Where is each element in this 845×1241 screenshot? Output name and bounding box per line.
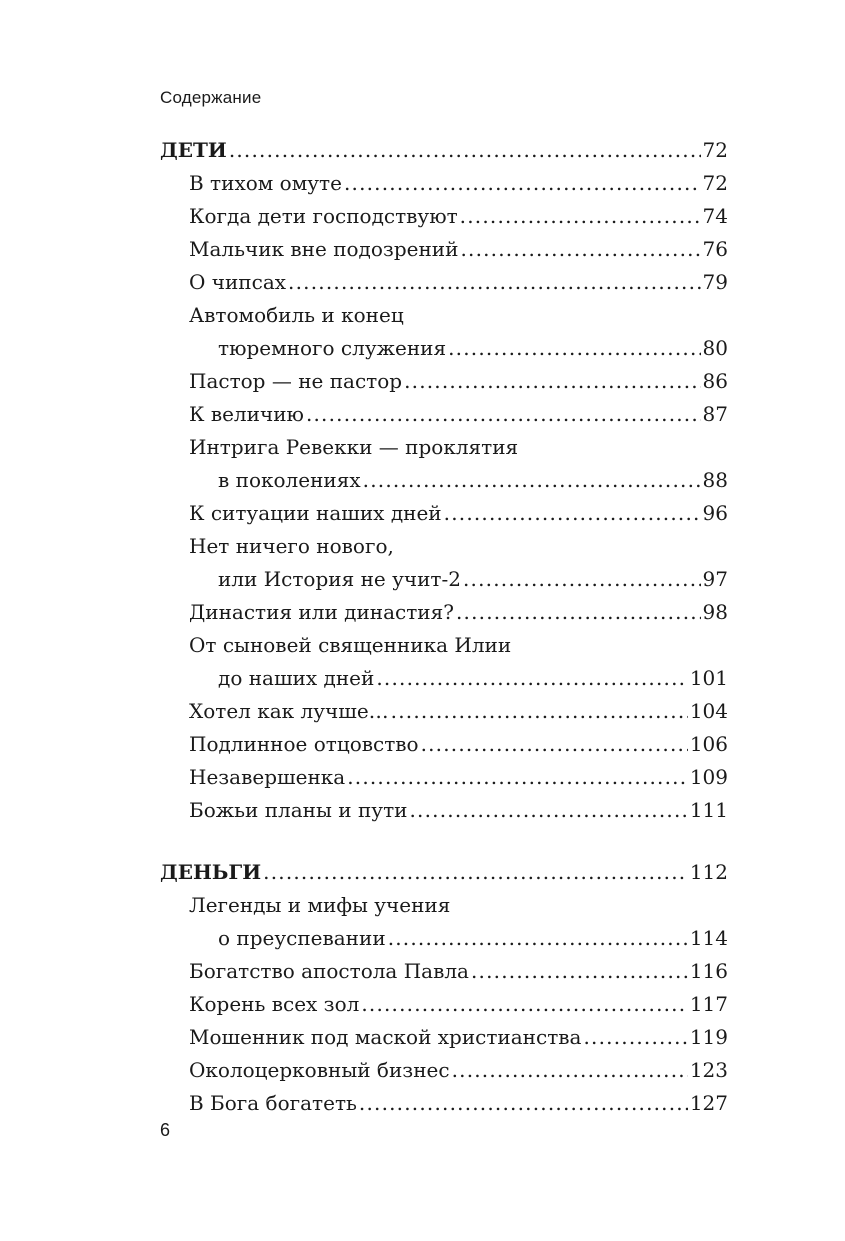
- dot-leader: [471, 955, 688, 988]
- toc-section-header[interactable]: [160, 134, 728, 167]
- toc-entry[interactable]: [160, 988, 728, 1021]
- dot-leader: [404, 365, 700, 398]
- toc-entry-title: Божьи планы и пути: [189, 798, 408, 822]
- toc-entry[interactable]: [160, 266, 728, 299]
- dot-leader: [460, 233, 700, 266]
- toc-entry[interactable]: [160, 1054, 728, 1087]
- toc-page-number: 101: [689, 666, 728, 690]
- dot-leader: [361, 988, 687, 1021]
- toc-page-number: 97: [702, 567, 728, 591]
- toc-entry-title: О чипсах: [189, 270, 287, 294]
- toc-page-number: 109: [689, 765, 728, 789]
- dot-leader: [583, 1021, 687, 1054]
- toc-page-number: 88: [702, 468, 728, 492]
- toc-entry-title-line[interactable]: Легенды и мифы учения: [189, 893, 451, 917]
- toc-entry[interactable]: [160, 728, 728, 761]
- toc-entry-title: в поколениях: [218, 468, 361, 492]
- toc-entry-title: Мошенник под маской христианства: [189, 1025, 582, 1049]
- toc-entry[interactable]: [160, 794, 728, 827]
- toc-entry-title-line[interactable]: Интрига Ревекки — проклятия: [189, 435, 519, 459]
- toc-section-money: [160, 856, 728, 1120]
- toc-page-number: 117: [689, 992, 728, 1016]
- dot-leader: [306, 398, 701, 431]
- toc-page-number: 79: [702, 270, 728, 294]
- toc-section-header[interactable]: [160, 856, 728, 889]
- toc-page-number: 87: [702, 402, 728, 426]
- dot-leader: [229, 134, 701, 167]
- toc-entry[interactable]: [160, 497, 728, 530]
- toc-entry-title-line[interactable]: Автомобиль и конец: [189, 303, 404, 327]
- toc-page-number: 80: [702, 336, 728, 360]
- toc-entry-continuation[interactable]: [160, 922, 728, 955]
- toc-page-number: 106: [689, 732, 728, 756]
- toc-entry[interactable]: [160, 398, 728, 431]
- toc-entry-title-line[interactable]: От сыновей священника Илии: [189, 633, 512, 657]
- toc-entry[interactable]: [160, 200, 728, 233]
- toc-section-children: [160, 134, 728, 827]
- dot-leader: [347, 761, 688, 794]
- toc-entry-title: Пастор — не пастор: [189, 369, 403, 393]
- toc-page-number: 86: [702, 369, 728, 393]
- dot-leader: [409, 794, 687, 827]
- dot-leader: [391, 695, 688, 728]
- toc-entry[interactable]: [160, 1087, 728, 1120]
- dot-leader: [388, 922, 688, 955]
- toc-entry-title: Мальчик вне подозрений: [189, 237, 459, 261]
- dot-leader: [344, 167, 701, 200]
- table-of-contents: [160, 134, 728, 1120]
- toc-page-number: 123: [689, 1058, 728, 1082]
- toc-entry-title: тюремного служения: [218, 336, 447, 360]
- dot-leader: [359, 1087, 688, 1120]
- toc-entry[interactable]: [160, 955, 728, 988]
- dot-leader: [363, 464, 701, 497]
- toc-page-number: 72: [702, 171, 728, 195]
- toc-page-number: 116: [689, 959, 728, 983]
- toc-page-number: 111: [689, 798, 728, 822]
- toc-page-number: 72: [702, 138, 728, 162]
- toc-page-number: 104: [689, 699, 728, 723]
- dot-leader: [456, 596, 701, 629]
- toc-entry-continuation[interactable]: [160, 332, 728, 365]
- toc-entry-title: о преуспевании: [218, 926, 386, 950]
- toc-entry-continuation[interactable]: [160, 662, 728, 695]
- toc-page-number: 114: [689, 926, 728, 950]
- running-head: Содержание: [160, 88, 262, 107]
- toc-entry-title: Когда дети господствуют: [189, 204, 458, 228]
- toc-entry-continuation[interactable]: [160, 464, 728, 497]
- toc-entry-title: Незавершенка: [189, 765, 346, 789]
- dot-leader: [452, 1054, 688, 1087]
- toc-page-number: 74: [702, 204, 728, 228]
- toc-entry[interactable]: [160, 761, 728, 794]
- toc-entry-title: К ситуации наших дней: [189, 501, 442, 525]
- dot-leader: [263, 856, 688, 889]
- toc-page-number: 76: [702, 237, 728, 261]
- toc-section-title: ДЕТИ: [160, 138, 227, 162]
- toc-entry[interactable]: [160, 596, 728, 629]
- toc-entry-title: Богатство апостола Павла: [189, 959, 469, 983]
- toc-entry-title: до наших дней: [218, 666, 375, 690]
- toc-page-number: 127: [689, 1091, 728, 1115]
- toc-entry-title: К величию: [189, 402, 304, 426]
- dot-leader: [288, 266, 701, 299]
- toc-entry[interactable]: [160, 233, 728, 266]
- toc-entry[interactable]: [160, 1021, 728, 1054]
- dot-leader: [444, 497, 701, 530]
- toc-entry-title: Хотел как лучше…: [189, 699, 389, 723]
- toc-entry-title-line[interactable]: Нет ничего нового,: [189, 534, 394, 558]
- toc-page-number: 119: [689, 1025, 728, 1049]
- dot-leader: [463, 563, 701, 596]
- toc-entry-title: Корень всех зол: [189, 992, 360, 1016]
- toc-entry-title: Околоцерковный бизнес: [189, 1058, 450, 1082]
- toc-entry[interactable]: [160, 365, 728, 398]
- toc-entry[interactable]: [160, 695, 728, 728]
- dot-leader: [460, 200, 701, 233]
- toc-entry-title: или История не учит-2: [218, 567, 461, 591]
- toc-page-number: 98: [702, 600, 728, 624]
- toc-entry-title: В тихом омуте: [189, 171, 342, 195]
- toc-entry[interactable]: [160, 167, 728, 200]
- page-number: 6: [160, 1120, 171, 1140]
- toc-page-number: 96: [702, 501, 728, 525]
- toc-page-number: 112: [689, 860, 728, 884]
- dot-leader: [421, 728, 688, 761]
- toc-entry-title: Подлинное отцовство: [189, 732, 419, 756]
- toc-section-title: ДЕНЬГИ: [160, 860, 262, 884]
- toc-entry-title: Династия или династия?: [189, 600, 454, 624]
- toc-entry-continuation[interactable]: [160, 563, 728, 596]
- dot-leader: [448, 332, 700, 365]
- toc-entry-title: В Бога богатеть: [189, 1091, 357, 1115]
- dot-leader: [376, 662, 687, 695]
